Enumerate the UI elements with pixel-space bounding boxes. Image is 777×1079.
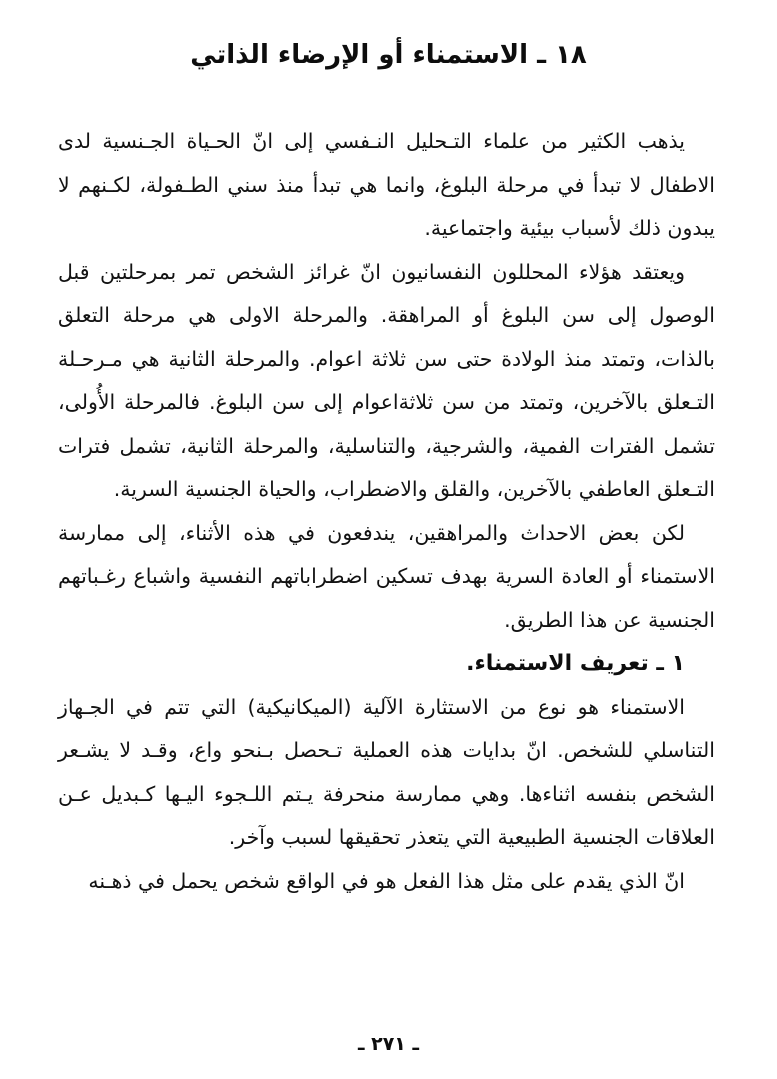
paragraph: الاستمناء هو نوع من الاستثارة الآلية (الميكانيكية) التي تتم في الجـهاز التناسلي للشخص. انّ بدايات هذه العملية تـحصل بـنحو واع، وقـد لا يشـعر الشخص بنفسه اثناءها. وهي ممارسة منحرفة يـتم اللـجوء اليـها كـبديل عـن العلاقات الجنسية الطبيعية التي يتعذر تحقيقها لسبب وآخر. (58, 694, 715, 849)
paragraph: يذهب الكثير من علماء التـحليل النـفسي إلى انّ الحـياة الجـنسية لدى الاطفال لا تبدأ في مرحلة البلوغ، وانما هي تبدأ منذ سني الطـفولة، لكـنهم لا يبدون ذلك لأسباب بيئية واجتماعية. (58, 129, 715, 240)
page-body (58, 120, 715, 903)
paragraph: انّ الذي يقدم على مثل هذا الفعل هو في الواقع شخص يحمل في ذهـنه (88, 868, 685, 893)
paragraph: لكن بعض الاحداث والمراهقين، يندفعون في هذه الأثناء، إلى ممارسة الاستمناء أو العادة السرية بهدف تسكين اضطراباتهم النفسية واشباع رغـباتهم الجنسية عن هذا الطريق. (58, 520, 715, 632)
page-number: ـ ٢٧١ ـ (357, 1033, 419, 1055)
chapter-title: ١٨ ـ الاستمناء أو الإرضاء الذاتي (190, 40, 587, 70)
section-heading: ١ ـ تعريف الاستمناء. (466, 651, 685, 676)
paragraph: ويعتقد هؤلاء المحللون النفسانيون انّ غرائز الشخص تمر بمرحلتين قبل الوصول إلى سن البلوغ أو المراهقة. والمرحلة الاولى هي مرحلة التعلق بالذات، وتمتد منذ الولادة حتى سن ثلاثة اعوام. والمرحلة الثانية هي مـرحـلة التـعلق بالآخرين، وتمتد من سن ثلاثةاعوام إلى سن البلوغ. فالمرحلة الأُولى، تشمل الفترات الفمية، والشرجية، والتناسلية، والمرحلة الثانية، تشمل فترات التـعلق العاطفي بالآخرين، والقلق والاضطراب، والحياة الجنسية السرية. (58, 259, 715, 501)
